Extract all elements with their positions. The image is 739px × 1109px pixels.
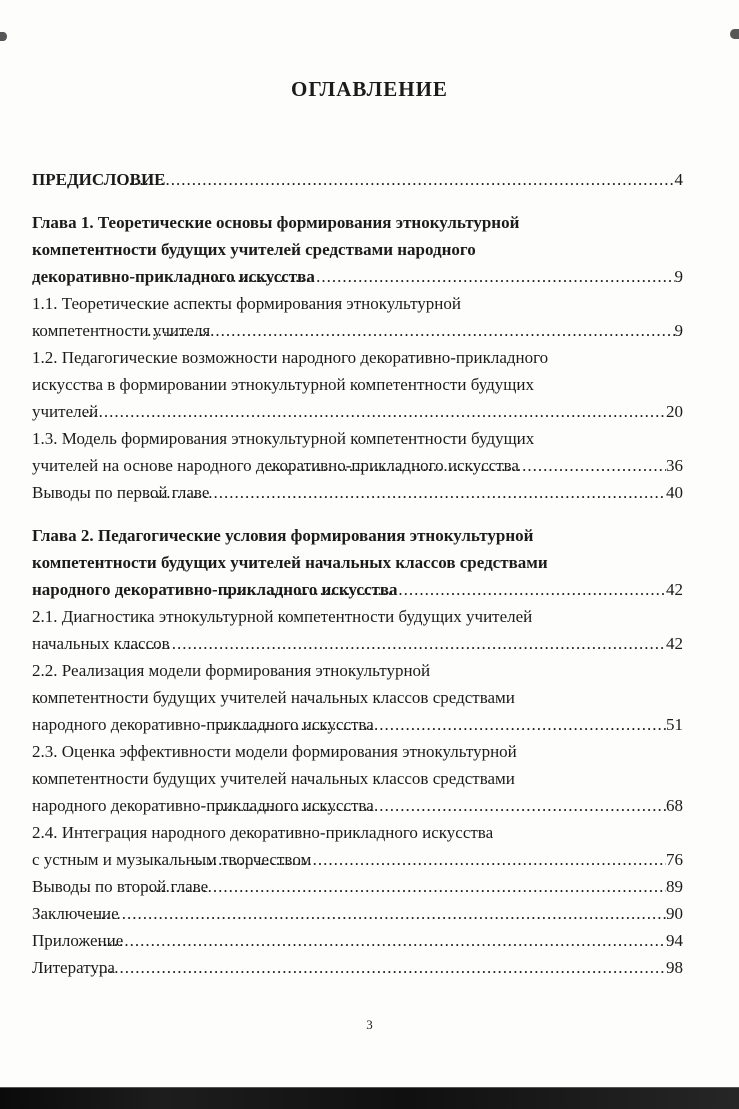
toc-line xyxy=(32,738,683,765)
toc-line xyxy=(32,398,683,425)
toc-text: Выводы по второй главе xyxy=(32,877,209,896)
scan-artifact-bottom-bar xyxy=(0,1087,739,1109)
toc-line xyxy=(32,166,683,193)
dot-leader xyxy=(225,576,666,603)
toc-entry xyxy=(32,479,683,506)
scan-artifact-top-left xyxy=(0,32,7,41)
dot-leader xyxy=(192,846,666,873)
scan-artifact-top-right xyxy=(730,29,739,39)
toc-text: Заключение xyxy=(32,904,119,923)
toc-entry xyxy=(32,657,683,738)
toc-entry-chapter xyxy=(32,166,683,193)
toc-page-number: 90 xyxy=(666,904,683,923)
toc-page-number: 89 xyxy=(666,877,683,896)
toc-text: 1.1. Теоретические аспекты формирования этнокультурной xyxy=(32,294,462,313)
toc-text: компетентности будущих учителей начальных классов средствами xyxy=(32,769,515,788)
toc-text: 2.4. Интеграция народного декоративно-прикладного искусства xyxy=(32,823,494,842)
toc-line xyxy=(32,290,683,317)
toc-page-number: 9 xyxy=(674,267,683,286)
toc-line xyxy=(32,425,683,452)
toc-line xyxy=(32,927,683,954)
dot-leader xyxy=(145,479,666,506)
toc-text: 1.3. Модель формирования этнокультурной компетентности будущих xyxy=(32,429,535,448)
toc-page-number: 20 xyxy=(666,402,683,421)
toc-text: компетентности будущих учителей начальных классов средствами xyxy=(32,553,548,572)
toc-entry-chapter xyxy=(32,209,683,290)
dot-leader xyxy=(195,263,674,290)
toc-entry xyxy=(32,738,683,819)
toc-entry xyxy=(32,603,683,657)
toc-page-number: 36 xyxy=(666,456,683,475)
toc-text: 2.3. Оценка эффективности модели формирования этнокультурной xyxy=(32,742,517,761)
toc-page-number: 4 xyxy=(674,170,683,189)
toc-text: Выводы по первой главе xyxy=(32,483,210,502)
dot-leader xyxy=(145,873,666,900)
toc-line xyxy=(32,209,683,236)
toc-text: компетентности учителя xyxy=(32,321,211,340)
toc-line xyxy=(32,954,683,981)
toc-line xyxy=(32,603,683,630)
toc-line xyxy=(32,371,683,398)
toc-text: декоративно-прикладного искусства xyxy=(32,267,315,286)
dot-leader xyxy=(265,452,666,479)
toc-entry xyxy=(32,344,683,425)
toc-entry xyxy=(32,819,683,873)
toc-text: ПРЕДИСЛОВИЕ xyxy=(32,170,166,189)
toc-line xyxy=(32,819,683,846)
toc-entry-chapter xyxy=(32,522,683,603)
toc-text: искусства в формировании этнокультурной компетентности будущих xyxy=(32,375,534,394)
toc-entry xyxy=(32,290,683,344)
dot-leader xyxy=(93,954,666,981)
dot-leader xyxy=(98,927,666,954)
toc-line xyxy=(32,479,683,506)
toc-text: компетентности будущих учителей средствами народного xyxy=(32,240,476,259)
toc-text: компетентности будущих учителей начальных классов средствами xyxy=(32,688,515,707)
dot-leader xyxy=(216,792,666,819)
toc-text: Глава 2. Педагогические условия формирования этнокультурной xyxy=(32,526,534,545)
toc-text: Глава 1. Теоретические основы формирования этнокультурной xyxy=(32,213,520,232)
footer-page-number: 3 xyxy=(366,1017,373,1032)
toc-page-number: 94 xyxy=(666,931,683,950)
toc-text: начальных классов xyxy=(32,634,170,653)
toc-text: учителей xyxy=(32,402,99,421)
toc-page-number: 42 xyxy=(666,634,683,653)
toc-entry xyxy=(32,873,683,900)
toc-text: Литература xyxy=(32,958,115,977)
toc-line xyxy=(32,711,683,738)
toc-page-number: 68 xyxy=(666,796,683,815)
page-title: ОГЛАВЛЕНИЕ xyxy=(291,77,448,101)
toc-line xyxy=(32,236,683,263)
toc-line xyxy=(32,657,683,684)
toc-text: 2.2. Реализация модели формирования этнокультурной xyxy=(32,661,431,680)
toc-line xyxy=(32,317,683,344)
toc-text: народного декоративно-прикладного искусства xyxy=(32,580,398,599)
dot-leader xyxy=(123,166,674,193)
toc-entry xyxy=(32,425,683,479)
toc-page-number: 40 xyxy=(666,483,683,502)
toc-line xyxy=(32,792,683,819)
toc-entry xyxy=(32,927,683,954)
dot-leader xyxy=(147,317,674,344)
toc-text: народного декоративно-прикладного искусства xyxy=(32,715,374,734)
toc-page-number: 98 xyxy=(666,958,683,977)
toc-text: 1.2. Педагогические возможности народного декоративно-прикладного xyxy=(32,348,549,367)
toc-line xyxy=(32,900,683,927)
toc-line xyxy=(32,630,683,657)
toc-line xyxy=(32,452,683,479)
toc-line xyxy=(32,684,683,711)
toc-page-number: 51 xyxy=(666,715,683,734)
toc-text: учителей на основе народного декоративно-прикладного искусства xyxy=(32,456,519,475)
toc-list xyxy=(0,166,739,981)
dot-leader xyxy=(95,900,666,927)
toc-page-number: 76 xyxy=(666,850,683,869)
toc-text: 2.1. Диагностика этнокультурной компетентности будущих учителей xyxy=(32,607,533,626)
toc-line xyxy=(32,576,683,603)
toc-page-number: 9 xyxy=(674,321,683,340)
dot-leader xyxy=(83,398,666,425)
toc-line xyxy=(32,522,683,549)
dot-leader xyxy=(125,630,666,657)
toc-text: народного декоративно-прикладного искусства xyxy=(32,796,374,815)
toc-line xyxy=(32,549,683,576)
toc-line xyxy=(32,765,683,792)
toc-line xyxy=(32,263,683,290)
dot-leader xyxy=(216,711,666,738)
toc-line xyxy=(32,846,683,873)
toc-page-number: 42 xyxy=(666,580,683,599)
toc-line xyxy=(32,873,683,900)
toc-line xyxy=(32,344,683,371)
toc-text: Приложение xyxy=(32,931,124,950)
toc-entry xyxy=(32,900,683,927)
toc-text: с устным и музыкальным творчеством xyxy=(32,850,312,869)
toc-entry xyxy=(32,954,683,981)
